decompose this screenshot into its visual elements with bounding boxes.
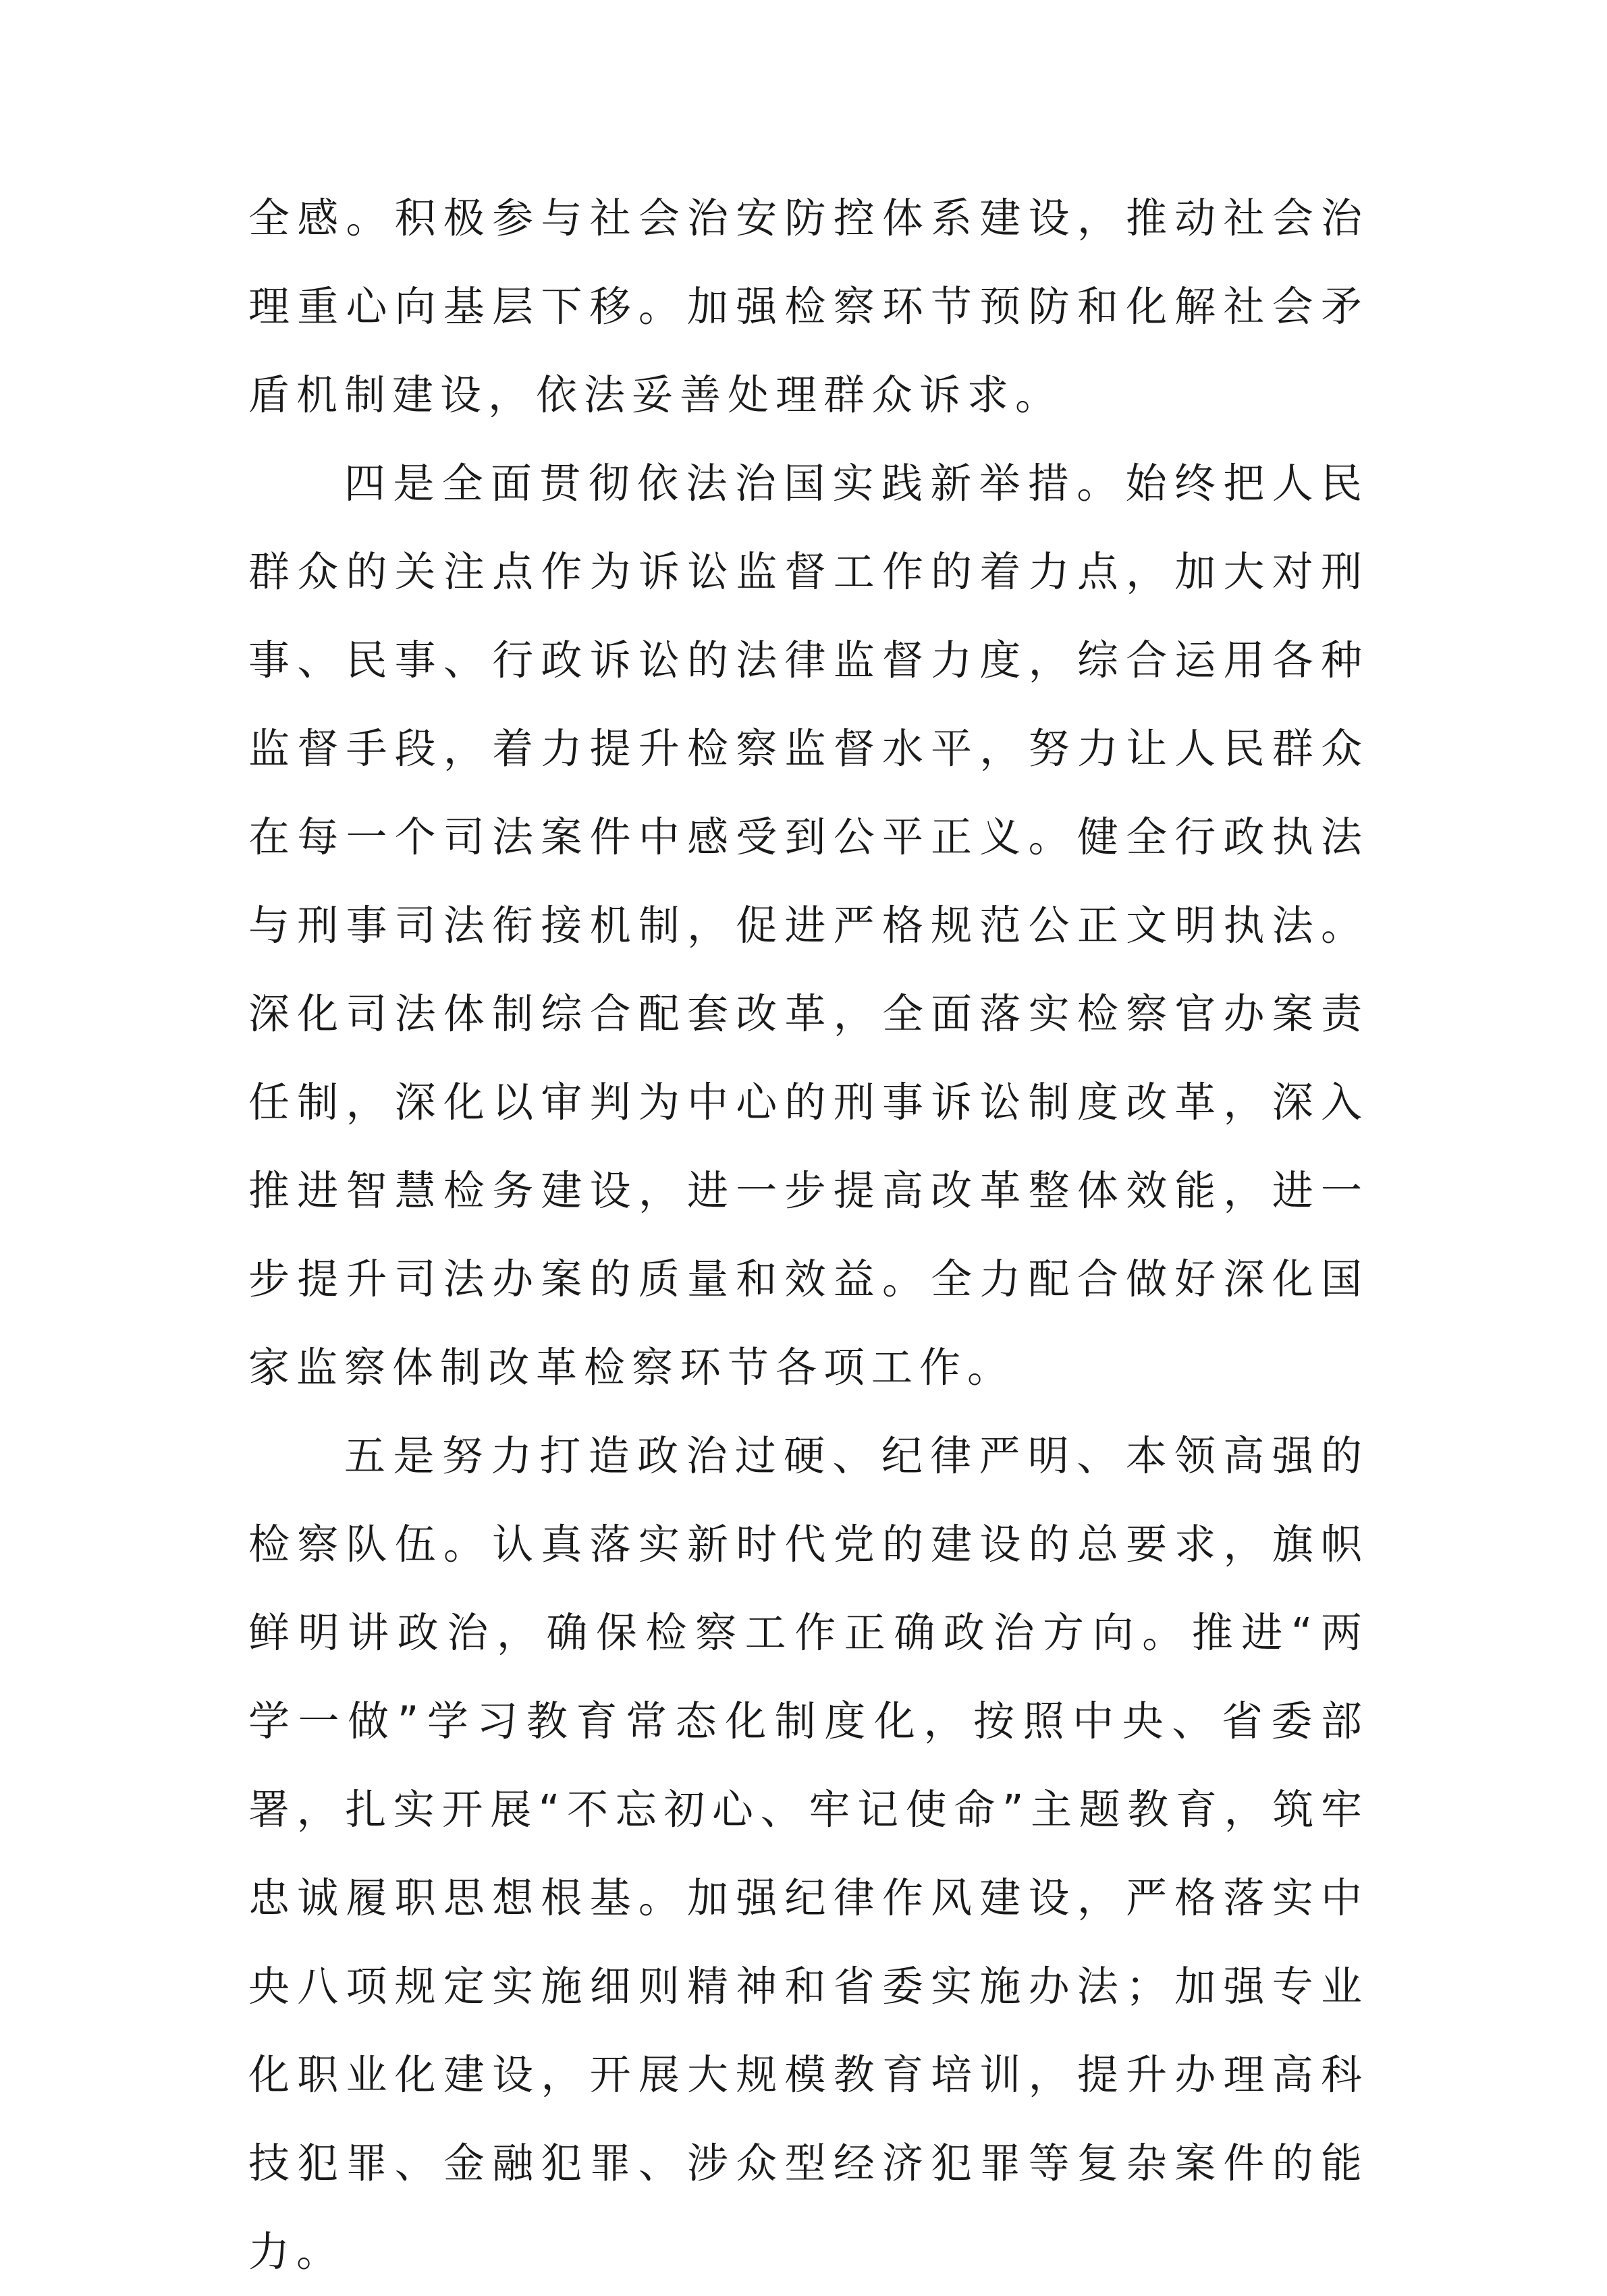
paragraph-continued: 全感。积极参与社会治安防控体系建设，推动社会治理重心向基层下移。加强检察环节预防和化解社会矛盾机制建设，依法妥善处理群众诉求。: [248, 194, 1369, 419]
paragraph-point-four: 四是全面贯彻依法治国实践新举措。始终把人民群众的关注点作为诉讼监督工作的着力点，加大对刑事、民事、行政诉讼的法律监督力度，综合运用各种监督手段，着力提升检察监督水平，努力让人民群众在每一个司法案件中感受到公平正义。健全行政执法与刑事司法衔接机制，促进严格规范公正文明执法。深化司法体制综合配套改革，全面落实检察官办案责任制，深化以审判为中心的刑事诉讼制度改革，深入推进智慧检务建设，进一步提高改革整体效能，进一步提升司法办案的质量和效益。全力配合做好深化国家监察体制改革检察环节各项工作。: [248, 460, 1369, 1392]
paragraph-point-five: 五是努力打造政治过硬、纪律严明、本领高强的检察队伍。认真落实新时代党的建设的总要求，旗帜鲜明讲政治，确保检察工作正确政治方向。推进“两学一做”学习教育常态化制度化，按照中央、省委部署，扎实开展“不忘初心、牢记使命”主题教育，筑牢忠诚履职思想根基。加强纪律作风建设，严格落实中央八项规定实施细则精神和省委实施办法；加强专业化职业化建设，开展大规模教育培训，提升办理高科技犯罪、金融犯罪、涉众型经济犯罪等复杂案件的能力。: [248, 1432, 1369, 2276]
document-body: [248, 174, 1369, 2296]
